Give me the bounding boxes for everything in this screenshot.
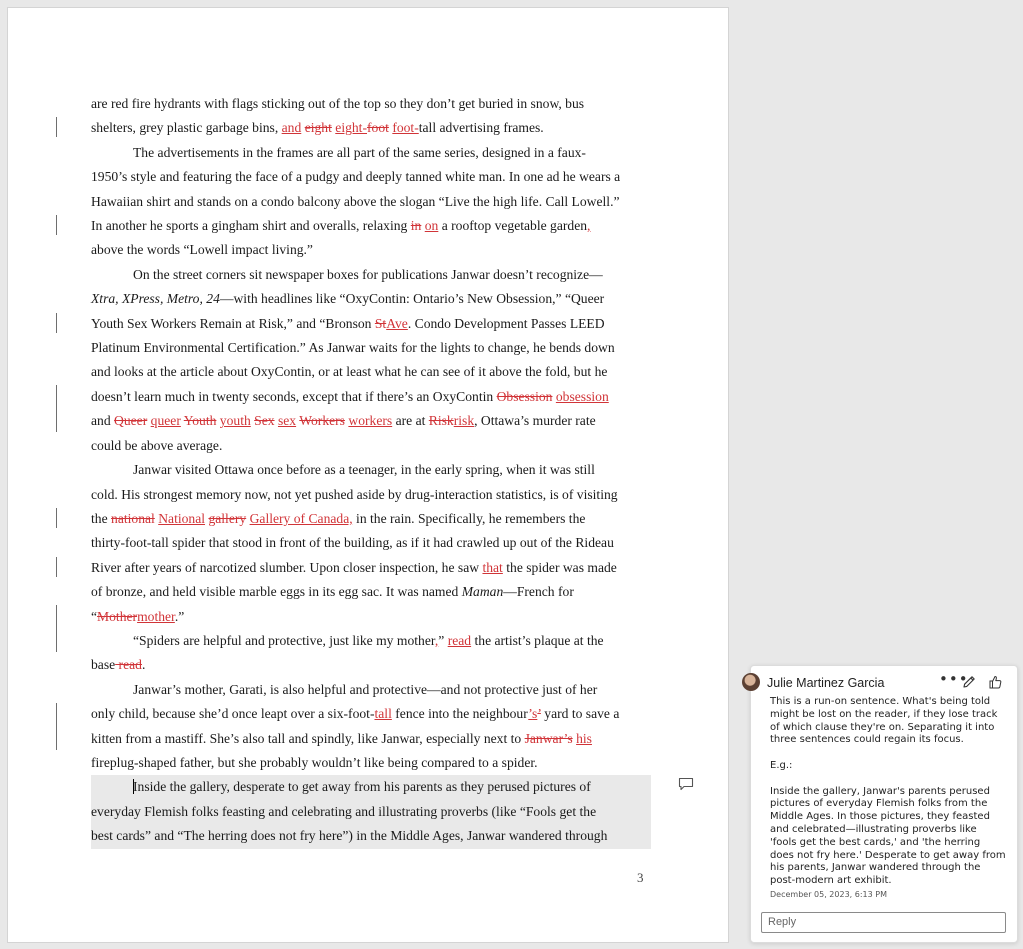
- inserted-text[interactable]: on: [424, 218, 439, 234]
- text-line: [91, 434, 651, 458]
- inserted-text[interactable]: his: [576, 730, 592, 746]
- inserted-text[interactable]: National: [158, 510, 206, 526]
- comment-author: Julie Martinez Garcia: [767, 676, 885, 690]
- comment-line: does not fry here.' Desperate to get away from: [770, 849, 1006, 861]
- text-run: kitten from a mastiff. She’s also tall and spindly, like Janwar, especially next to: [91, 730, 525, 746]
- text-line: [91, 360, 651, 384]
- text-run: ”: [438, 632, 448, 648]
- text-line: [91, 678, 651, 702]
- comment-icon[interactable]: [678, 777, 694, 791]
- change-bar: [56, 385, 57, 432]
- text-run: the: [91, 510, 112, 526]
- text-run: thirty-foot-tall spider that stood in front of the building, as if it had crawled up out of the Rideau: [91, 535, 614, 551]
- comment-example-label: E.g.:: [770, 759, 793, 771]
- avatar: [742, 673, 760, 691]
- text-run: doesn’t learn much in twenty seconds, except that if there’s an OxyContin: [91, 388, 497, 404]
- inserted-text[interactable]: ,: [434, 632, 439, 648]
- text-run: “Spiders are helpful and protective, just like my mother: [133, 632, 435, 648]
- text-run: On the street corners sit newspaper boxes for publications Janwar doesn’t recognize—: [133, 266, 603, 282]
- text-line: [91, 141, 651, 165]
- text-line: [91, 92, 651, 116]
- deleted-text[interactable]: Youth: [183, 413, 217, 429]
- text-line: [91, 580, 651, 604]
- comment-text: [770, 696, 1010, 888]
- text-line: [91, 312, 651, 336]
- inserted-text[interactable]: youth: [219, 413, 251, 429]
- text-run: fireplug-shaped father, but she probably wouldn’t like being compared to a spider.: [91, 754, 538, 770]
- text-line: [91, 409, 651, 433]
- inserted-text[interactable]: s: [532, 706, 538, 722]
- text-run: in the rain. Specifically, he remembers the: [352, 510, 586, 526]
- inserted-text[interactable]: foot-: [392, 120, 419, 136]
- text-run: .: [141, 657, 146, 673]
- text-run: the spider was made: [502, 559, 617, 575]
- text-line: [91, 824, 651, 848]
- text-line: [91, 116, 651, 140]
- comment-timestamp: December 05, 2023, 6:13 PM: [770, 890, 887, 899]
- text-run: River after years of narcotized slumber. Upon closer inspection, he saw: [91, 559, 483, 575]
- text-run: yard to save a: [540, 706, 620, 722]
- deleted-text[interactable]: foot: [367, 120, 389, 136]
- text-line: [91, 653, 651, 677]
- inserted-text[interactable]: tall: [374, 706, 392, 722]
- comment-line: This is a run-on sentence. What's being told: [770, 696, 991, 707]
- text-line: [91, 214, 651, 238]
- text-line: [91, 800, 651, 824]
- text-run: could be above average.: [91, 437, 223, 453]
- text-run: only child, because she’d once leapt over a six-foot-: [91, 706, 375, 722]
- text-line: [91, 238, 651, 262]
- deleted-text[interactable]: Janwar’s: [524, 730, 573, 746]
- inserted-text[interactable]: mother: [137, 608, 175, 624]
- text-run: Xtra, XPress, Metro, 24: [91, 291, 220, 307]
- text-line: [91, 190, 651, 214]
- text-run: Youth Sex Workers Remain at Risk,” and “Bronson: [91, 315, 375, 331]
- inserted-text[interactable]: ’: [528, 706, 533, 722]
- text-run: Janwar’s mother, Garati, is also helpful and protective—and not protective just of her: [133, 681, 598, 697]
- comment-line: three sentences could regain its focus.: [770, 734, 964, 746]
- comment-line: 'fools get the best cards,' and 'the herring: [770, 836, 981, 848]
- change-bar: [56, 215, 57, 235]
- text-line: [91, 263, 651, 287]
- deleted-text[interactable]: Sex: [254, 413, 275, 429]
- change-bar: [56, 313, 57, 333]
- comment-line: of which clause they're on. Separating it into: [770, 721, 995, 733]
- inserted-text[interactable]: eight-: [335, 120, 367, 136]
- text-run: cold. His strongest memory now, not yet pushed aside by drug-interaction statistics, is of visiting: [91, 486, 618, 502]
- text-run: and looks at the article about OxyContin, or at least what he can see of it above the fold, but he: [91, 364, 608, 380]
- text-run: —with headlines like “OxyContin: Ontario’s New Obsession,” “Queer: [219, 291, 605, 307]
- text-run: above the words “Lowell impact living.”: [91, 242, 313, 258]
- inserted-text[interactable]: obsession: [555, 388, 609, 404]
- text-line: [91, 165, 651, 189]
- document-page: [8, 8, 728, 942]
- comment-line: might be lost on the reader, if they lose track: [770, 708, 998, 720]
- text-line: [91, 751, 651, 775]
- text-line: [91, 385, 651, 409]
- document-body[interactable]: [91, 92, 651, 849]
- text-run: are at: [392, 413, 429, 429]
- pencil-icon[interactable]: [961, 674, 977, 690]
- change-bar: [56, 703, 57, 750]
- inserted-text[interactable]: risk: [453, 413, 475, 429]
- text-run: fence into the neighbour: [391, 706, 529, 722]
- text-run: Janwar visited Ottawa once before as a teenager, in the early spring, when it was still: [133, 462, 595, 478]
- text-run: . Condo Development Passes LEED: [407, 315, 605, 331]
- deleted-text[interactable]: ’: [537, 706, 541, 722]
- text-run: a rooftop vegetable garden: [438, 218, 588, 234]
- text-run: .”: [174, 608, 185, 624]
- text-line: [91, 458, 651, 482]
- comment-line: pictures of everyday Flemish folks from the: [770, 798, 988, 810]
- text-run: best cards” and “The herring does not fry here”) in the Middle Ages, Janwar wandered through: [91, 828, 608, 844]
- inserted-text[interactable]: queer: [150, 413, 181, 429]
- inserted-text[interactable]: Ave: [386, 315, 408, 331]
- text-line: [91, 531, 651, 555]
- text-run: and: [91, 413, 115, 429]
- text-line: [91, 629, 651, 653]
- text-line: [91, 605, 651, 629]
- inserted-text[interactable]: read: [447, 632, 472, 648]
- deleted-text[interactable]: Queer: [114, 413, 148, 429]
- text-run: shelters, grey plastic garbage bins,: [91, 120, 282, 136]
- text-run: everyday Flemish folks feasting and celebrating and illustrating proverbs (like “Fools get the: [91, 803, 597, 819]
- text-line: [91, 556, 651, 580]
- deleted-text[interactable]: Workers: [299, 413, 345, 429]
- text-run: In another he sports a gingham shirt and overalls, relaxing: [91, 218, 411, 234]
- change-bar: [56, 508, 57, 528]
- comment-line: his parents, Janwar wandered through the: [770, 862, 981, 874]
- text-run: of bronze, and held visible marble eggs in its egg sac. It was named: [91, 584, 462, 600]
- inserted-text[interactable]: Gallery of Canada,: [249, 510, 353, 526]
- text-run: Inside the gallery, desperate to get away from his parents as they perused pictures of: [133, 779, 591, 795]
- change-bar: [56, 557, 57, 577]
- deleted-text[interactable]: St: [374, 315, 387, 331]
- text-run: Hawaiian shirt and stands on a condo balcony above the slogan “Live the high life. Call Lowell.”: [91, 193, 620, 209]
- text-line: [91, 483, 651, 507]
- text-run: tall advertising frames.: [418, 120, 544, 136]
- deleted-text[interactable]: national: [111, 510, 155, 526]
- text-run: , Ottawa’s murder rate: [474, 413, 596, 429]
- text-line: [91, 287, 651, 311]
- text-run: are red fire hydrants with flags sticking out of the top so they don’t get buried in snow, bus: [91, 96, 585, 111]
- comment-line: Inside the gallery, Janwar's parents perused: [770, 785, 990, 797]
- inserted-text[interactable]: ,: [587, 218, 591, 234]
- comment-line: post-modern art exhibit.: [770, 875, 892, 887]
- deleted-text[interactable]: read: [115, 657, 142, 673]
- deleted-text[interactable]: Mother: [97, 608, 138, 624]
- text-run: The advertisements in the frames are all part of the same series, designed in a faux-: [133, 144, 586, 160]
- page-number: 3: [637, 870, 644, 885]
- text-run: Platinum Environmental Certification.” As Janwar waits for the lights to change, he bends down: [91, 340, 615, 356]
- comment-card[interactable]: [750, 665, 1018, 943]
- text-line: [91, 507, 651, 531]
- inserted-text[interactable]: sex: [277, 413, 297, 429]
- text-run: —French for: [503, 584, 574, 600]
- text-line: [91, 702, 651, 726]
- like-icon[interactable]: [987, 674, 1003, 690]
- text-run: 1950’s style and featuring the face of a pudgy and deeply tanned white man. In one ad he wears a: [91, 169, 621, 185]
- inserted-text[interactable]: that: [482, 559, 503, 575]
- inserted-text[interactable]: and: [281, 120, 302, 136]
- deleted-text[interactable]: eight: [304, 120, 332, 136]
- comment-line: and celebrated—illustrating proverbs like: [770, 823, 977, 835]
- text-line: [91, 775, 651, 799]
- deleted-text[interactable]: gallery: [208, 510, 247, 526]
- text-line: [91, 727, 651, 751]
- change-bar: [56, 605, 57, 652]
- text-run: Maman: [461, 584, 504, 600]
- more-icon[interactable]: •••: [939, 670, 969, 688]
- text-run: base: [91, 657, 116, 673]
- text-run: the artist’s plaque at the: [471, 632, 604, 648]
- text-run: “: [91, 608, 98, 624]
- comment-line: Middle Ages. In those pictures, they feasted: [770, 811, 990, 823]
- deleted-text[interactable]: Risk: [428, 413, 454, 429]
- deleted-text[interactable]: Obsession: [496, 388, 553, 404]
- text-line: [91, 336, 651, 360]
- reply-input[interactable]: Reply: [761, 912, 1006, 933]
- inserted-text[interactable]: workers: [348, 413, 393, 429]
- change-bar: [56, 117, 57, 137]
- deleted-text[interactable]: in: [410, 218, 422, 234]
